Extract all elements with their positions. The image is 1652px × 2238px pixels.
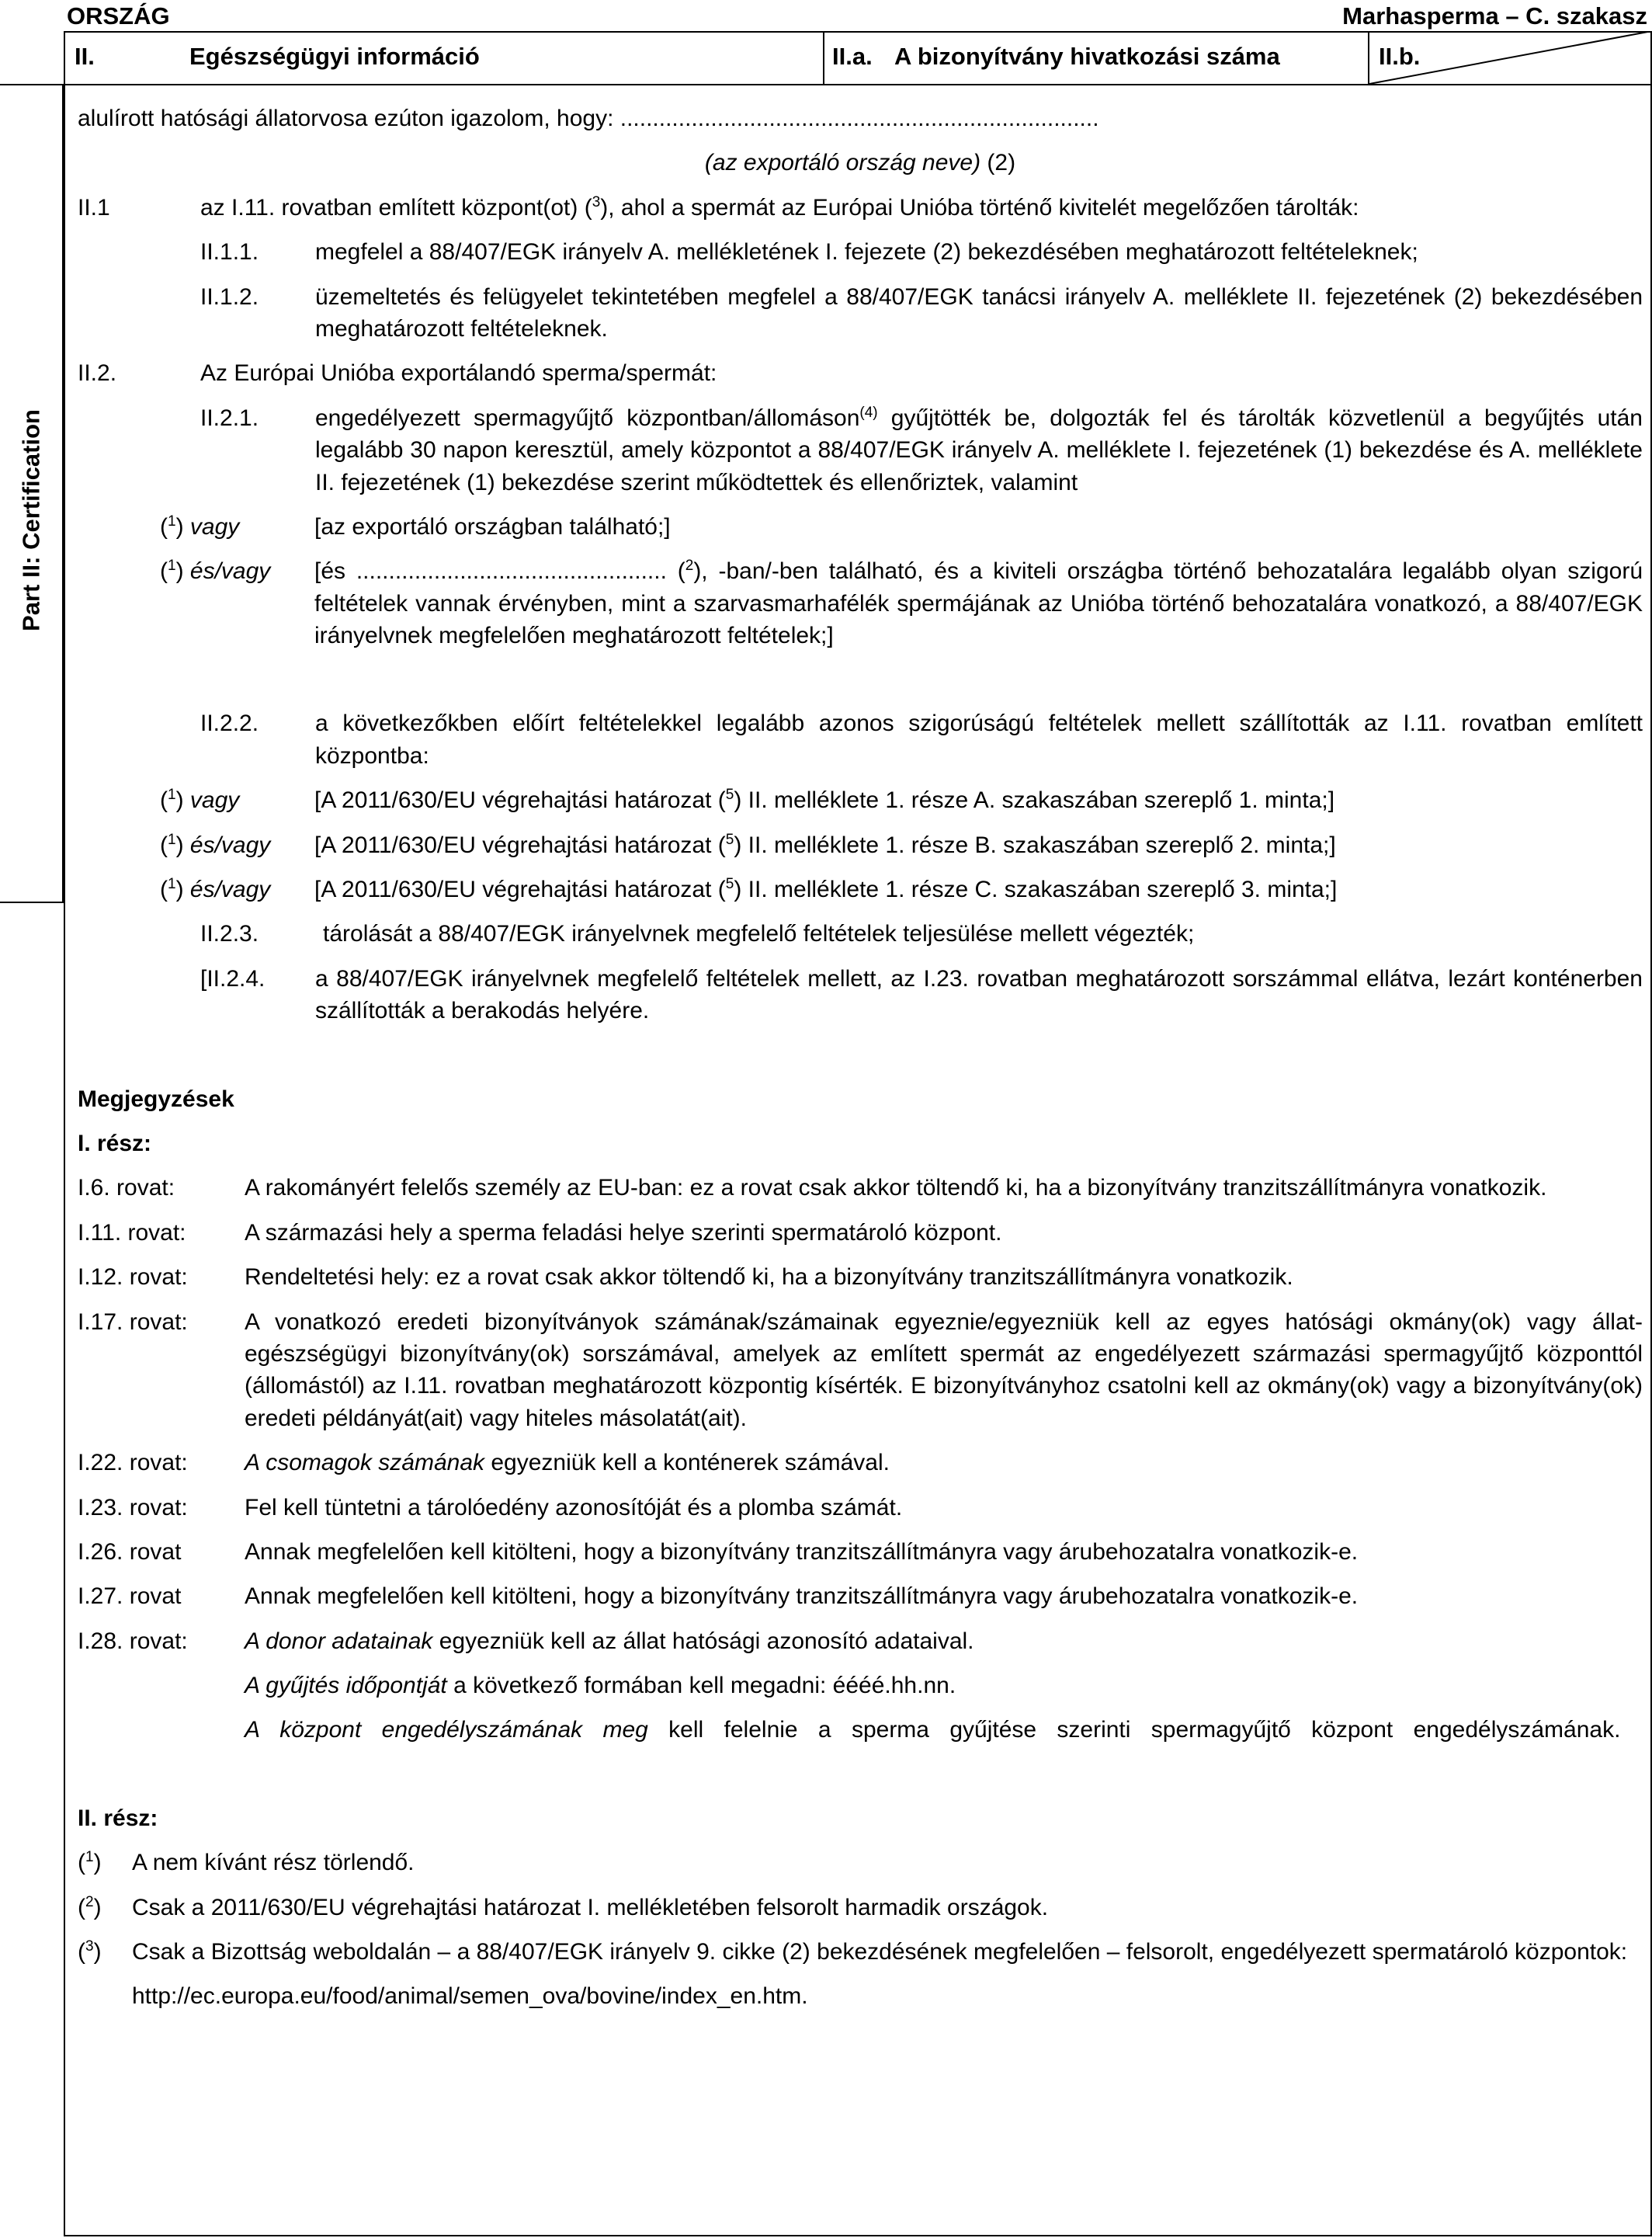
cell-reference-number: A bizonyítvány hivatkozási száma xyxy=(894,43,1280,70)
note-i28: I.28. rovat: A donor adatainak egyezniük kell az állat hatósági azonosító adataival. A gyűjtés időpontját a következő formában kell megadni: éééé.hh.nn. A központ engedélyszámának meg kell felelnie a sperma gyűjtése szerinti spermagyűjtő központ engedélyszámának. xyxy=(78,1625,1643,1746)
cell-iib: II.b. xyxy=(1379,43,1421,70)
note-i11: I.11. rovat: A származási hely a sperma feladási helye szerinti spermatároló központ. xyxy=(78,1219,1002,1246)
certificate-title: Marhasperma – C. szakasz xyxy=(1342,2,1647,30)
note-i6: I.6. rovat: A rakományért felelős személy az EU-ban: ez a rovat csak akkor töltendő ki, ha a bizonyítvány tranzitszállítmányra vonatkozik. xyxy=(78,1175,1547,1201)
cell-iia: II.a. xyxy=(832,43,873,70)
section-ii-2-4: [II.2.4. a 88/407/EGK irányelvnek megfelelő feltételek mellett, az I.23. rovatban meghatározott sorszámmal ellátva, lezárt konténerben szállították a berakodás helyére. xyxy=(200,965,1643,1024)
note-i12: I.12. rovat: Rendeltetési hely: ez a rovat csak akkor töltendő ki, ha a bizonyítvány tranzitszállítmányra vonatkozik. xyxy=(78,1264,1293,1291)
sidebar xyxy=(0,84,64,903)
option-model-2: ($^1$) és/vagy [A 2011/630/EU végrehajtási határozat ($^5$) II. melléklete 1. része B. szakaszában szereplő 2. minta;] xyxy=(160,831,1336,858)
certificate-content xyxy=(78,103,1643,2013)
section-ii-2-3: II.2.3. tárolását a 88/407/EGK irányelvnek megfelelő feltételek teljesülése mellett végezték; xyxy=(200,921,1195,947)
left-border xyxy=(64,31,65,2236)
note-i28-date: A gyűjtés időpontját a következő formában kell megadni: éééé.hh.nn. xyxy=(245,1673,956,1699)
sidebar-label: Part II: Certification xyxy=(17,409,45,631)
notes-part-2: II. rész: xyxy=(78,1805,158,1831)
section-ii-2: II.2. Az Európai Unióba exportálandó sperma/spermát: xyxy=(78,360,717,387)
country-label: ORSZÁG xyxy=(67,2,170,30)
header-divider-1 xyxy=(823,31,824,84)
notes-heading: Megjegyzések xyxy=(78,1086,234,1112)
footnote-3: ($^3$) Csak a Bizottság weboldalán – a 88/407/EGK irányelv 9. cikke (2) bekezdésének megfelelően – felsorolt, engedélyezett spermatároló központok: http://ec.europa.eu/food/animal/semen_ova/bovine/index_en.htm. xyxy=(78,1936,1643,2013)
footnote-2: ($^2$) Csak a 2011/630/EU végrehajtási határozat I. mellékletében felsorolt harmadik országok. xyxy=(78,1893,1049,1920)
section-ii-1: II.1 az I.11. rovatban említett központ(ot) ($^3$), ahol a spermát az Európai Unióba történő kivitelét megelőzően tárolták: xyxy=(78,193,1359,221)
section-ii-1-1: II.1.1. megfelel a 88/407/EGK irányelv A. mellékletének I. fejezete (2) bekezdésében meghatározott feltételeknek; xyxy=(200,239,1418,266)
cell-health-info: Egészségügyi információ xyxy=(189,43,480,70)
note-i17: I.17. rovat: A vonatkozó eredeti bizonyítványok számának/számainak egyeznie/egyezniük kell az egyes hatósági okmány(ok) vagy állat-egészségügyi bizonyítvány(ok) sorszámával, amelyek az említett spermát az engedélyezett származási spermagyűjtő központtól (állomástól) az I.11. rovatban meghatározott központig kísérték. E bizonyítványhoz csatolni kell az okmány(ok) vagy a bizonyítvány(ok) eredeti példányát(ait) vagy hiteles másolatát(ait). xyxy=(78,1308,1643,1431)
cell-ii: II. xyxy=(75,43,95,70)
option-model-3: ($^1$) és/vagy [A 2011/630/EU végrehajtási határozat ($^5$) II. melléklete 1. része C. szakaszában szereplő 3. minta;] xyxy=(160,876,1338,903)
note-i27: I.27. rovat Annak megfelelően kell kitölteni, hogy a bizonyítvány tranzitszállítmányra vagy árubehozatalra vonatkozik-e. xyxy=(78,1583,1359,1610)
note-i26: I.26. rovat Annak megfelelően kell kitölteni, hogy a bizonyítvány tranzitszállítmányra vagy árubehozatalra vonatkozik-e. xyxy=(78,1538,1359,1565)
footnote-3-url[interactable]: http://ec.europa.eu/food/animal/semen_ova/bovine/index_en.htm. xyxy=(132,1983,808,2010)
section-ii-2-1: II.2.1. engedélyezett spermagyűjtő központban/állomáson$^{(4)}$ gyűjtötték be, dolgozták fel és tárolták közvetlenül a begyűjtés után legalább 30 napon keresztül, amely központot a 88/407/EGK irányelv A. melléklete I. fejezetének (1) bekezdése és A. melléklete II. fejezetének (1) bekezdése szerint működtettek és ellenőriztek, valamint xyxy=(200,404,1643,495)
option-model-1: ($^1$) vagy [A 2011/630/EU végrehajtási határozat ($^5$) II. melléklete 1. része A. szakaszában szereplő 1. minta;] xyxy=(160,787,1335,814)
note-i28-donor: A donor adatainak egyezniük kell az állat hatósági azonosító adataival. xyxy=(245,1628,974,1654)
option-esvagy-1: ($^1$) és/vagy [és ................................................ ($^2$), -ban/-ben található, és a kiviteli országba történő behozatalára legalább olyan szigorú feltételek vannak érvényben, mint a szarvasmarhafélék spermájának az Unióba történő behozatalára vonatkozó, a 88/407/EGK irányelvnek megfelelően meghatározott feltételek;] xyxy=(160,558,1643,649)
notes-part-1: I. rész: xyxy=(78,1130,152,1156)
note-i22: I.22. rovat: A csomagok számának egyezniük kell a konténerek számával. xyxy=(78,1450,890,1476)
section-ii-1-2: II.1.2. üzemeltetés és felügyelet tekintetében megfelel a 88/407/EGK tanácsi irányelv A. melléklete II. fejezetének (2) bekezdésében meghatározott feltételeknek. xyxy=(200,283,1643,342)
note-i23: I.23. rovat: Fel kell tüntetni a tárolóedény azonosítóját és a plomba számát. xyxy=(78,1494,903,1520)
header-bottom-line xyxy=(64,84,1652,85)
note-i28-approval: A központ engedélyszámának meg kell felelnie a sperma gyűjtése szerinti spermagyűjtő központ engedélyszámának. xyxy=(245,1717,1621,1743)
bottom-border xyxy=(64,2235,1652,2236)
option-vagy-1: ($^1$) vagy [az exportáló országban található;] xyxy=(160,513,671,540)
section-ii-2-2: II.2.2. a következőkben előírt feltételekkel legalább azonos szigorúságú feltételek mellett szállították az I.11. rovatban említett központba: xyxy=(200,711,1643,769)
intro-text: alulírott hatósági állatorvosa ezúton igazolom, hogy: .......................................................................... xyxy=(78,106,1099,131)
intro-note: (az exportáló ország neve) (2) xyxy=(704,150,1016,176)
footnote-1: ($^1$) A nem kívánt rész törlendő. xyxy=(78,1849,415,1876)
